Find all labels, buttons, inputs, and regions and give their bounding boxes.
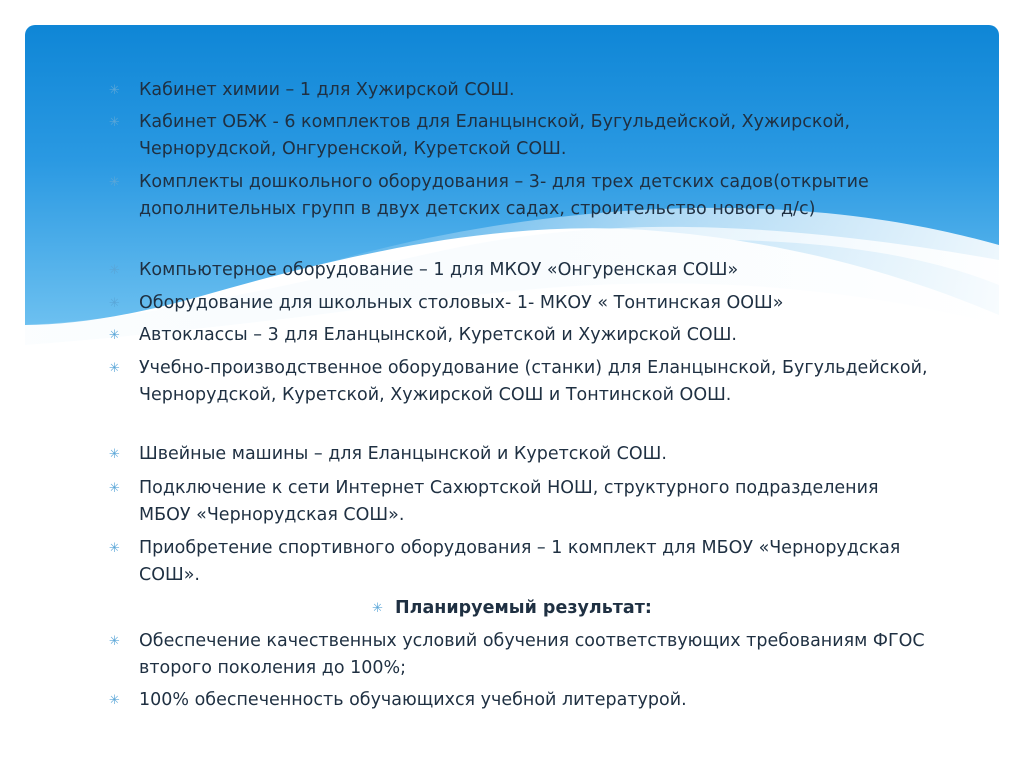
list-item-text: Подключение к сети Интернет Сахюртской НОШ, структурного подразделения МБОУ «Чернорудская СОШ». (139, 478, 879, 525)
list-item (109, 290, 929, 317)
bullet-star-icon: ✳ (109, 447, 120, 462)
list-item (109, 169, 929, 223)
list-item (109, 355, 929, 409)
bullet-star-icon: ✳ (109, 693, 120, 708)
bullet-list (25, 25, 999, 745)
list-item (109, 687, 929, 714)
list-item-text: Оборудование для школьных столовых- 1- МКОУ « Тонтинская ООШ» (139, 293, 784, 313)
slide (25, 25, 999, 745)
bullet-star-icon: ✳ (372, 601, 384, 616)
list-item-text: Автоклассы – 3 для Еланцынской, Куретской и Хужирской СОШ. (139, 325, 737, 345)
list-item (109, 535, 929, 589)
list-item (109, 441, 929, 468)
list-item-text: Швейные машины – для Еланцынской и Куретской СОШ. (139, 444, 667, 464)
list-item-text: 100% обеспеченность обучающихся учебной литературой. (139, 690, 687, 710)
bullet-star-icon: ✳ (109, 83, 120, 98)
list-item (109, 109, 929, 163)
bullet-star-icon: ✳ (109, 481, 120, 496)
list-item-text: Учебно-производственное оборудование (станки) для Еланцынской, Бугульдейской, Чернорудской, Куретской, Хужирской СОШ и Тонтинской ООШ. (139, 358, 928, 405)
list-item (109, 475, 929, 529)
list-item (109, 322, 929, 349)
list-item (109, 257, 929, 284)
list-item-text: Компьютерное оборудование – 1 для МКОУ «Онгуренская СОШ» (139, 260, 739, 280)
planned-result-heading (25, 595, 999, 622)
bullet-star-icon: ✳ (109, 263, 120, 278)
bullet-star-icon: ✳ (109, 175, 120, 190)
bullet-star-icon: ✳ (109, 634, 120, 649)
bullet-star-icon: ✳ (109, 361, 120, 376)
list-item-text: Кабинет ОБЖ - 6 комплектов для Еланцынской, Бугульдейской, Хужирской, Чернорудской, Онгуренской, Куретской СОШ. (139, 112, 851, 159)
bullet-star-icon: ✳ (109, 541, 120, 556)
bullet-star-icon: ✳ (109, 296, 120, 311)
list-item (109, 77, 929, 104)
list-item-text: Приобретение спортивного оборудования – 1 комплект для МБОУ «Чернорудская СОШ». (139, 538, 901, 585)
heading-text: Планируемый результат: (395, 598, 652, 618)
bullet-star-icon: ✳ (109, 328, 120, 343)
bullet-star-icon: ✳ (109, 115, 120, 130)
list-item-text: Обеспечение качественных условий обучения соответствующих требованиям ФГОС второго поколения до 100%; (139, 631, 925, 678)
list-item (109, 628, 929, 682)
list-item-text: Комплекты дошкольного оборудования – 3- для трех детских садов(открытие дополнительных групп в двух детских садах, строительство нового д/с) (139, 172, 869, 219)
list-item-text: Кабинет химии – 1 для Хужирской СОШ. (139, 80, 515, 100)
